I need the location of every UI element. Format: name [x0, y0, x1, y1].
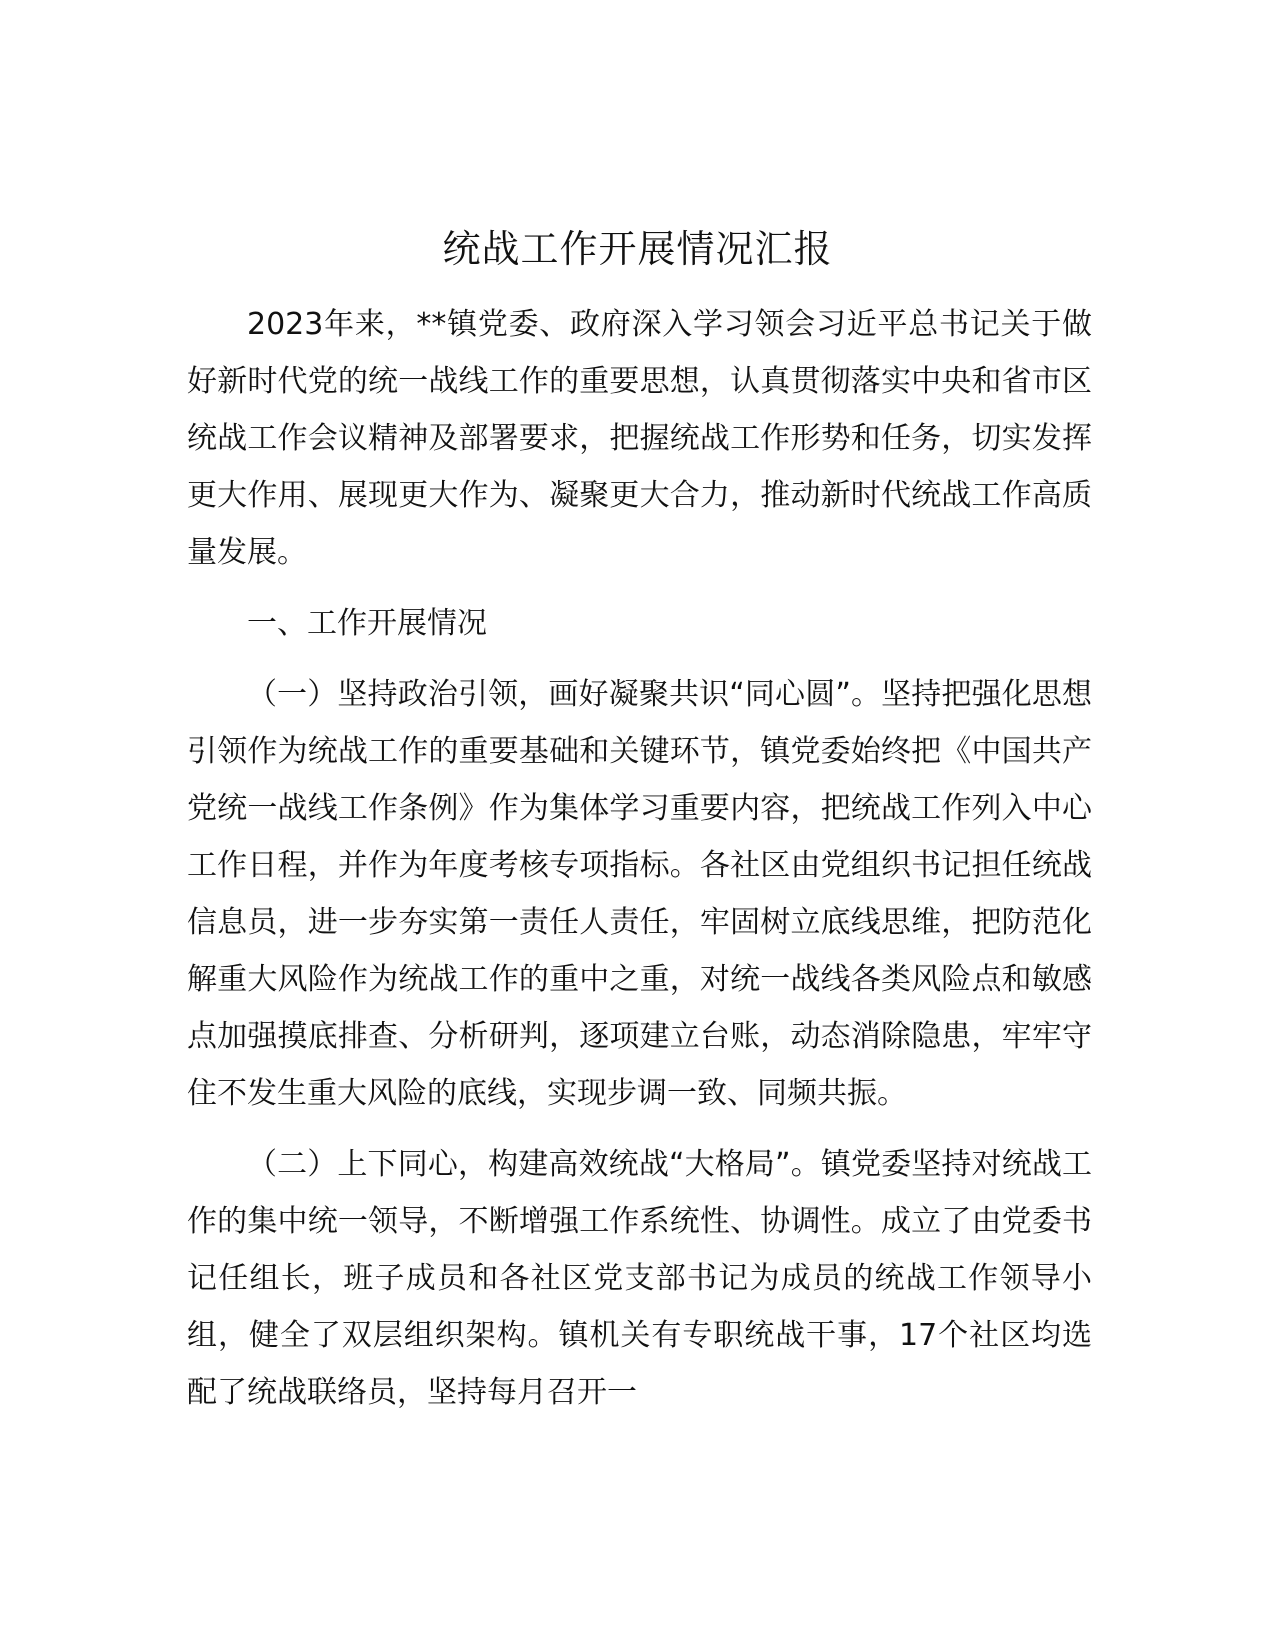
- document-title: 统战工作开展情况汇报: [442, 227, 833, 271]
- document-body: [187, 296, 1092, 1421]
- section-paragraph-2: （二）上下同心，构建高效统战“大格局”。镇党委坚持对统战工作的集中统一领导，不断增强工作系统性、协调性。成立了由党委书记任组长，班子成员和各社区党支部书记为成员的统战工作领导小组，健全了双层组织架构。镇机关有专职统战干事，17个社区均选配了统战联络员，坚持每月召开一: [187, 1147, 1092, 1410]
- section-paragraph-1: （一）坚持政治引领，画好凝聚共识“同心圆”。坚持把强化思想引领作为统战工作的重要基础和关键环节，镇党委始终把《中国共产党统一战线工作条例》作为集体学习重要内容，把统战工作列入中心工作日程，并作为年度考核专项指标。各社区由党组织书记担任统战信息员，进一步夯实第一责任人责任，牢固树立底线思维，把防范化解重大风险作为统战工作的重中之重，对统一战线各类风险点和敏感点加强摸底排查、分析研判，逐项建立台账，动态消除隐患，牢牢守住不发生重大风险的底线，实现步调一致、同频共振。: [187, 677, 1092, 1111]
- section-heading: 一、工作开展情况: [247, 606, 487, 641]
- intro-paragraph: 2023年来，**镇党委、政府深入学习领会习近平总书记关于做好新时代党的统一战线工作的重要思想，认真贯彻落实中央和省市区统战工作会议精神及部署要求，把握统战工作形势和任务，切实发挥更大作用、展现更大作为、凝聚更大合力，推动新时代统战工作高质量发展。: [187, 307, 1092, 570]
